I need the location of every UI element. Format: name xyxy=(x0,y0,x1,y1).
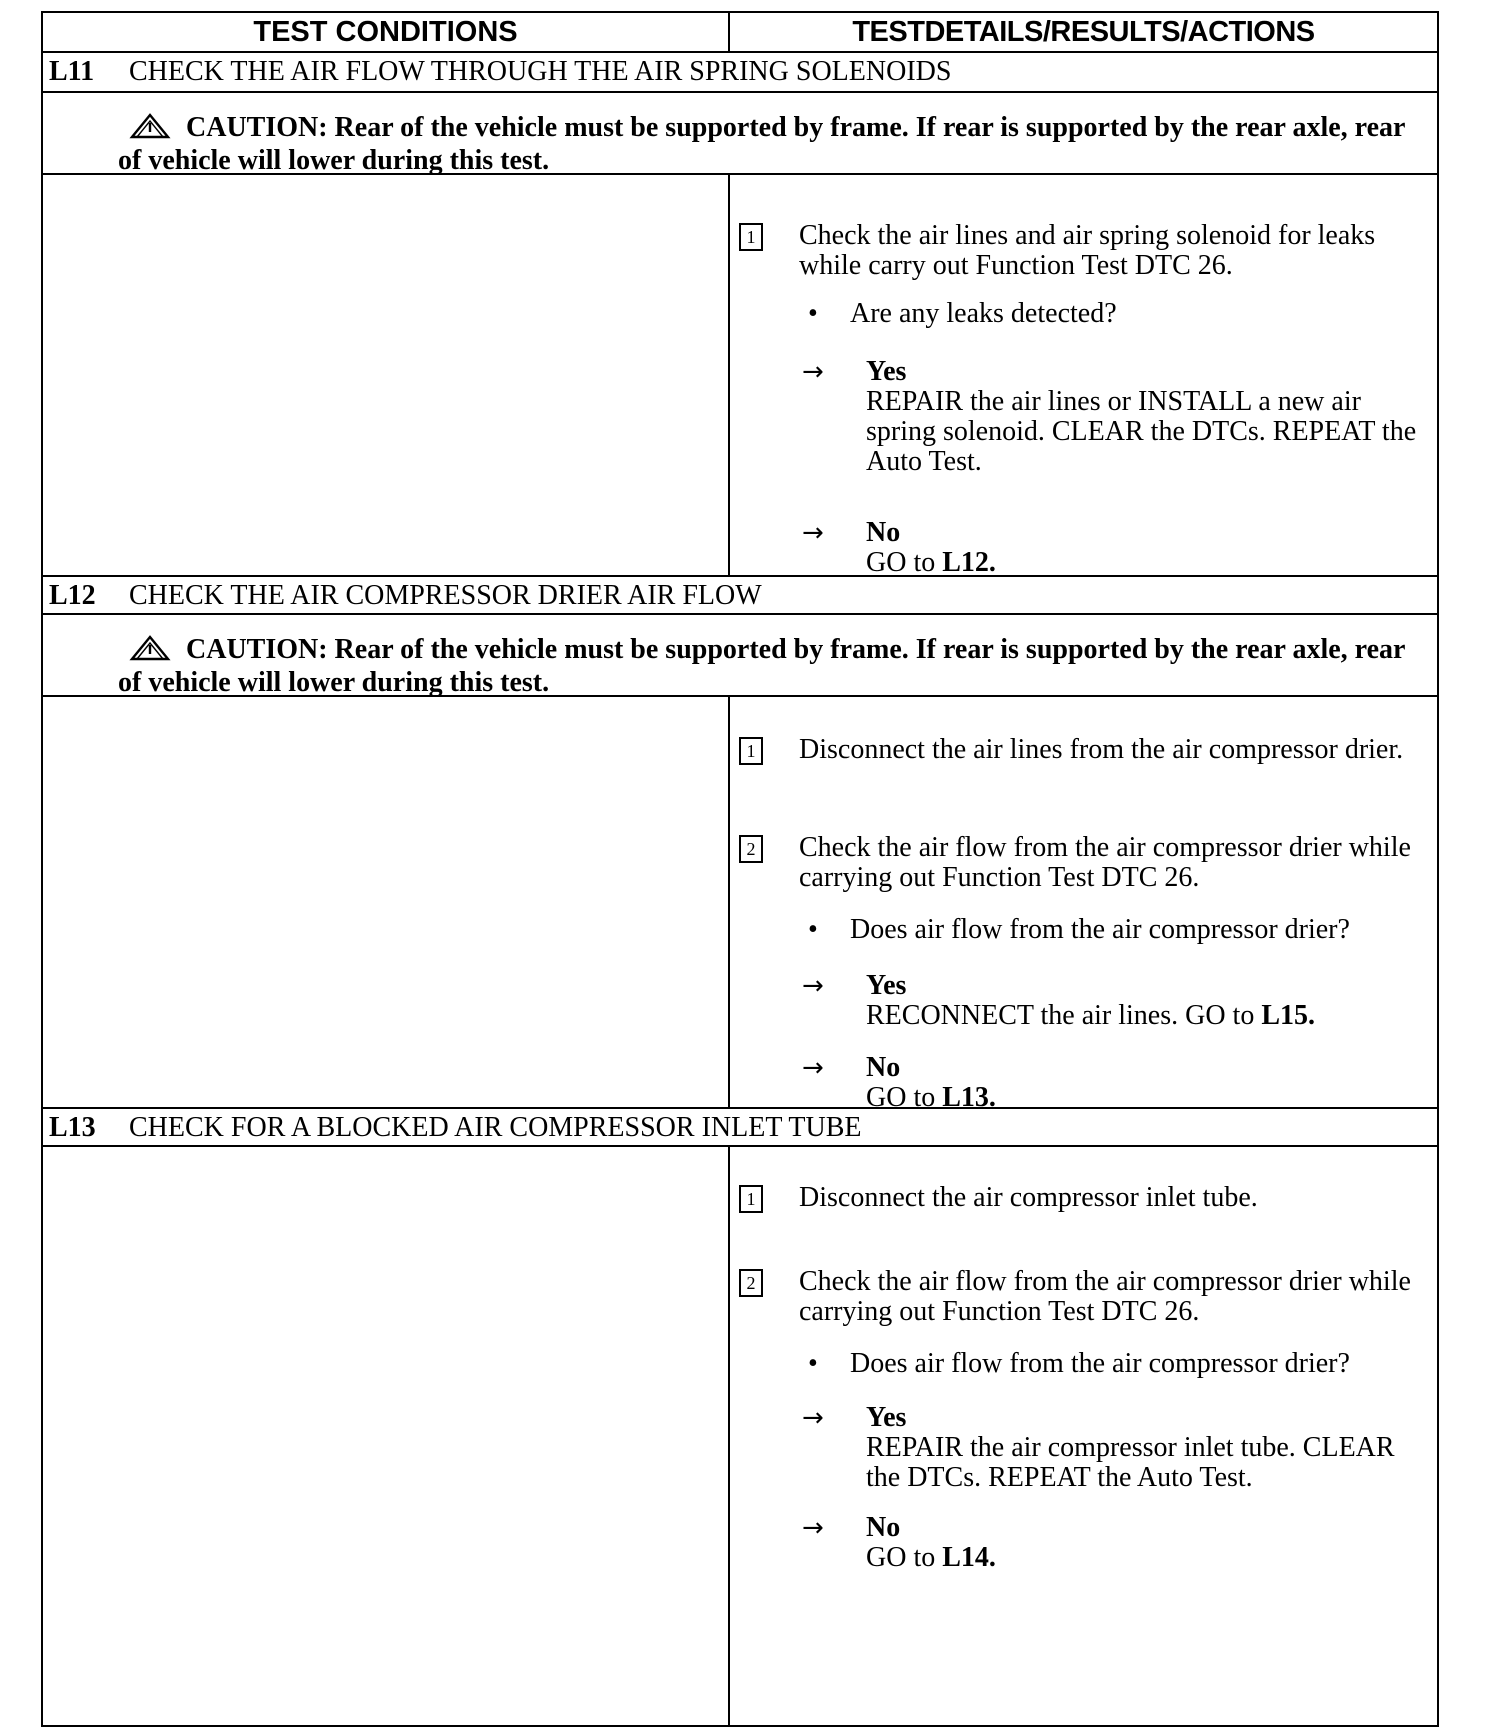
answer-label: Yes xyxy=(866,970,907,1001)
answer-label: No xyxy=(866,1512,901,1543)
step-number-box: 2 xyxy=(739,835,763,863)
step-l12-title-row xyxy=(43,575,1437,615)
diagnostic-table xyxy=(41,11,1439,1727)
step-text: Disconnect the air compressor inlet tube. xyxy=(799,1182,1258,1213)
answer-label: Yes xyxy=(866,1402,907,1433)
step-l12-body xyxy=(43,697,1437,1113)
bullet-icon: • xyxy=(808,914,818,945)
step-text: Check the air flow from the air compressor drier while carrying out Function Test DTC 26. xyxy=(799,1266,1411,1327)
arrow-right-icon: → xyxy=(802,1403,824,1433)
answer-text: REPAIR the air lines or INSTALL a new air spring solenoid. CLEAR the DTCs. REPEAT the Auto Test. xyxy=(866,386,1417,477)
answer-label: No xyxy=(866,1052,901,1083)
step-l11-body xyxy=(43,175,1437,578)
header-test-conditions: TEST CONDITIONS xyxy=(43,13,730,53)
step-number-box: 2 xyxy=(739,1269,763,1297)
test-details-cell xyxy=(730,1147,1437,1725)
test-conditions-cell xyxy=(43,175,730,575)
step-code: L11 xyxy=(49,56,95,87)
step-l13-title-row xyxy=(43,1107,1437,1147)
question-text: Does air flow from the air compressor drier? xyxy=(850,1348,1350,1379)
test-conditions-cell xyxy=(43,697,730,1107)
test-conditions-cell xyxy=(43,1147,730,1725)
caution-text: CAUTION: Rear of the vehicle must be supported by frame. If rear is supported by the rear axle, rear of vehicle will lower during this test. xyxy=(118,112,1405,176)
step-number-box: 1 xyxy=(739,223,763,251)
question-text: Does air flow from the air compressor drier? xyxy=(850,914,1350,945)
answer-text: RECONNECT the air lines. GO to xyxy=(866,1000,1262,1031)
answer-text: REPAIR the air compressor inlet tube. CLEAR the DTCs. REPEAT the Auto Test. xyxy=(866,1432,1395,1493)
caution-box xyxy=(43,93,1437,175)
step-number-box: 1 xyxy=(739,1185,763,1213)
arrow-right-icon: → xyxy=(802,971,824,1001)
answer-text: GO to xyxy=(866,547,943,578)
test-details-cell xyxy=(730,175,1437,578)
step-reference: L14. xyxy=(942,1542,996,1573)
step-text: Disconnect the air lines from the air compressor drier. xyxy=(799,734,1404,765)
step-code: L12 xyxy=(49,580,96,611)
answer-label: Yes xyxy=(866,356,907,387)
arrow-right-icon: → xyxy=(802,1053,824,1083)
step-reference: L13. xyxy=(942,1082,996,1113)
warning-triangle-icon xyxy=(128,113,172,146)
step-code: L13 xyxy=(49,1112,96,1143)
arrow-right-icon: → xyxy=(802,518,824,548)
caution-text: CAUTION: Rear of the vehicle must be supported by frame. If rear is supported by the rear axle, rear of vehicle will lower during this test. xyxy=(118,634,1405,698)
step-text: Check the air flow from the air compressor drier while carrying out Function Test DTC 26. xyxy=(799,832,1411,893)
step-reference: L15. xyxy=(1261,1000,1316,1031)
header-test-details: TESTDETAILS/RESULTS/ACTIONS xyxy=(730,13,1437,53)
step-reference: L12. xyxy=(942,547,996,578)
bullet-icon: • xyxy=(808,1348,818,1379)
bullet-icon: • xyxy=(808,298,818,329)
warning-triangle-icon xyxy=(128,635,172,668)
step-l11-title-row xyxy=(43,53,1437,93)
arrow-right-icon: → xyxy=(802,1513,824,1543)
step-title: CHECK THE AIR FLOW THROUGH THE AIR SPRING SOLENOIDS xyxy=(129,56,952,87)
step-number-box: 1 xyxy=(739,737,763,765)
arrow-right-icon: → xyxy=(802,357,824,387)
answer-label: No xyxy=(866,517,901,548)
caution-box xyxy=(43,615,1437,697)
answer-text: GO to xyxy=(866,1542,943,1573)
question-text: Are any leaks detected? xyxy=(850,298,1117,329)
step-text: Check the air lines and air spring solenoid for leaks while carry out Function Test DTC 26. xyxy=(799,220,1376,281)
answer-text: GO to xyxy=(866,1082,943,1113)
step-title: CHECK FOR A BLOCKED AIR COMPRESSOR INLET TUBE xyxy=(129,1112,862,1143)
test-details-cell xyxy=(730,697,1437,1113)
step-title: CHECK THE AIR COMPRESSOR DRIER AIR FLOW xyxy=(129,580,762,611)
step-l13-body xyxy=(43,1147,1437,1725)
